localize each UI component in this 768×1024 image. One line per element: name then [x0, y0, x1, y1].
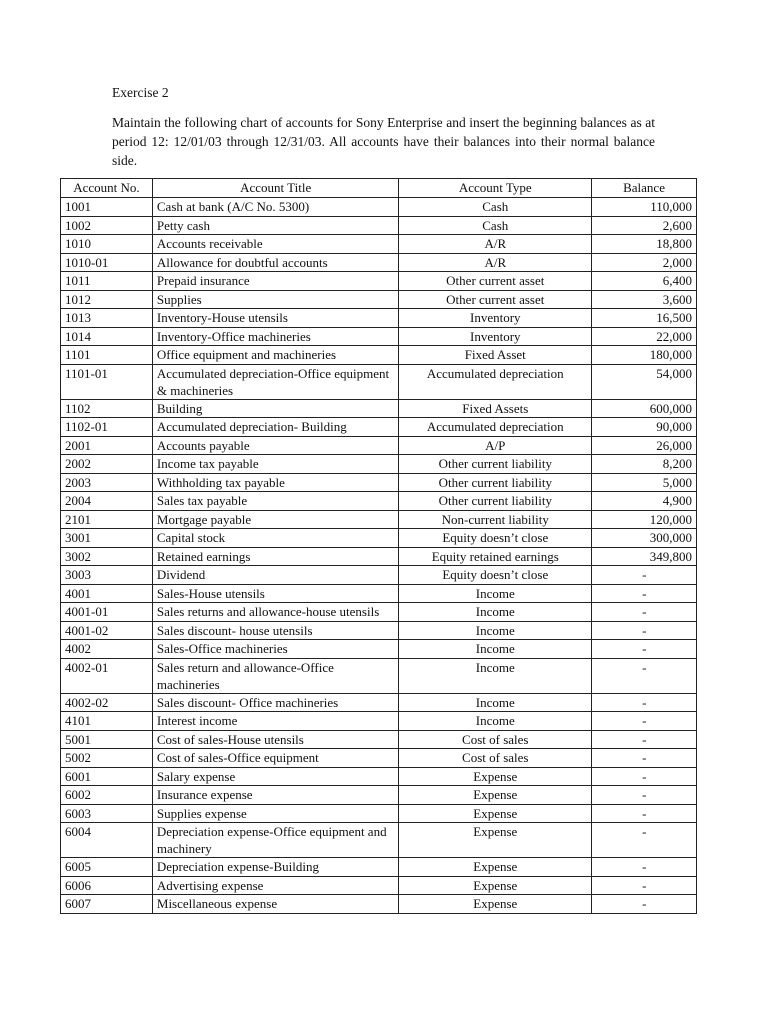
- cell-account-no: 2004: [61, 492, 153, 511]
- cell-account-title: Accounts receivable: [152, 235, 399, 254]
- cell-account-type: A/P: [399, 436, 592, 455]
- chart-of-accounts-table: [60, 178, 697, 914]
- cell-balance: 2,600: [592, 216, 697, 235]
- cell-account-no: 2002: [61, 455, 153, 474]
- cell-account-no: 2101: [61, 510, 153, 529]
- table-header-row: [61, 179, 697, 198]
- cell-account-no: 6007: [61, 895, 153, 914]
- cell-balance: 600,000: [592, 399, 697, 418]
- cell-balance: -: [592, 767, 697, 786]
- cell-account-title: Inventory-House utensils: [152, 309, 399, 328]
- cell-account-no: 1012: [61, 290, 153, 309]
- cell-account-type: Income: [399, 693, 592, 712]
- cell-account-type: Other current liability: [399, 473, 592, 492]
- cell-account-title: Prepaid insurance: [152, 272, 399, 291]
- cell-balance: -: [592, 786, 697, 805]
- cell-account-title: Dividend: [152, 566, 399, 585]
- cell-account-type: Equity retained earnings: [399, 547, 592, 566]
- cell-account-no: 1101: [61, 346, 153, 365]
- cell-account-type: Expense: [399, 823, 592, 858]
- table-row: [61, 621, 697, 640]
- cell-balance: -: [592, 876, 697, 895]
- table-row: [61, 712, 697, 731]
- cell-account-type: Expense: [399, 804, 592, 823]
- cell-balance: -: [592, 823, 697, 858]
- cell-account-type: Expense: [399, 876, 592, 895]
- cell-account-type: Accumulated depreciation: [399, 418, 592, 437]
- cell-account-title: Withholding tax payable: [152, 473, 399, 492]
- cell-balance: 300,000: [592, 529, 697, 548]
- cell-account-no: 6001: [61, 767, 153, 786]
- table-row: [61, 216, 697, 235]
- cell-account-type: Inventory: [399, 327, 592, 346]
- instructions-paragraph: Maintain the following chart of accounts for Sony Enterprise and insert the beginning balances as at period 12: 12/01/03 through 12/31/03. All accounts have their balances into their normal balance side.: [112, 115, 655, 168]
- cell-account-no: 1101-01: [61, 364, 153, 399]
- cell-balance: 6,400: [592, 272, 697, 291]
- cell-account-type: Inventory: [399, 309, 592, 328]
- cell-balance: 90,000: [592, 418, 697, 437]
- table-row: [61, 858, 697, 877]
- cell-balance: 120,000: [592, 510, 697, 529]
- table-row: [61, 804, 697, 823]
- cell-balance: 18,800: [592, 235, 697, 254]
- table-row: [61, 198, 697, 217]
- exercise-title: Exercise 2: [112, 85, 169, 100]
- table-row: [61, 730, 697, 749]
- table-row: [61, 547, 697, 566]
- cell-account-type: Expense: [399, 895, 592, 914]
- cell-account-type: Fixed Assets: [399, 399, 592, 418]
- table-row: [61, 272, 697, 291]
- cell-balance: -: [592, 621, 697, 640]
- cell-balance: -: [592, 804, 697, 823]
- table-row: [61, 566, 697, 585]
- table-row: [61, 510, 697, 529]
- table-row: [61, 658, 697, 693]
- cell-account-title: Sales returns and allowance-house utensils: [152, 603, 399, 622]
- cell-balance: 3,600: [592, 290, 697, 309]
- cell-balance: -: [592, 566, 697, 585]
- cell-account-title: Sales-House utensils: [152, 584, 399, 603]
- cell-account-no: 6002: [61, 786, 153, 805]
- cell-account-type: Cash: [399, 198, 592, 217]
- cell-account-no: 6006: [61, 876, 153, 895]
- table-row: [61, 290, 697, 309]
- cell-account-title: Petty cash: [152, 216, 399, 235]
- cell-account-type: Accumulated depreciation: [399, 364, 592, 399]
- cell-account-no: 1011: [61, 272, 153, 291]
- cell-account-type: Fixed Asset: [399, 346, 592, 365]
- cell-account-title: Insurance expense: [152, 786, 399, 805]
- table-row: [61, 895, 697, 914]
- cell-account-type: Cost of sales: [399, 730, 592, 749]
- cell-account-title: Supplies: [152, 290, 399, 309]
- cell-account-title: Salary expense: [152, 767, 399, 786]
- cell-account-no: 5002: [61, 749, 153, 768]
- cell-balance: -: [592, 658, 697, 693]
- cell-account-title: Building: [152, 399, 399, 418]
- cell-account-type: Income: [399, 658, 592, 693]
- table-row: [61, 584, 697, 603]
- table-row: [61, 823, 697, 858]
- table-row: [61, 309, 697, 328]
- cell-account-no: 1002: [61, 216, 153, 235]
- cell-account-no: 4001-02: [61, 621, 153, 640]
- cell-account-no: 1010: [61, 235, 153, 254]
- cell-balance: -: [592, 895, 697, 914]
- cell-balance: -: [592, 603, 697, 622]
- cell-account-title: Inventory-Office machineries: [152, 327, 399, 346]
- cell-account-title: Sales return and allowance-Office machineries: [152, 658, 399, 693]
- header-account-type: Account Type: [399, 179, 592, 198]
- cell-account-no: 4002: [61, 640, 153, 659]
- cell-account-title: Sales discount- house utensils: [152, 621, 399, 640]
- table-row: [61, 346, 697, 365]
- cell-account-type: Other current asset: [399, 290, 592, 309]
- cell-balance: 16,500: [592, 309, 697, 328]
- cell-account-type: Income: [399, 621, 592, 640]
- cell-account-no: 1001: [61, 198, 153, 217]
- cell-account-no: 6005: [61, 858, 153, 877]
- cell-account-title: Accounts payable: [152, 436, 399, 455]
- cell-account-type: Non-current liability: [399, 510, 592, 529]
- cell-balance: 54,000: [592, 364, 697, 399]
- cell-balance: 180,000: [592, 346, 697, 365]
- table-row: [61, 767, 697, 786]
- table-row: [61, 693, 697, 712]
- cell-account-type: Expense: [399, 767, 592, 786]
- table-row: [61, 640, 697, 659]
- cell-account-no: 3002: [61, 547, 153, 566]
- table-row: [61, 436, 697, 455]
- cell-account-type: Equity doesn’t close: [399, 529, 592, 548]
- cell-balance: -: [592, 858, 697, 877]
- cell-balance: 8,200: [592, 455, 697, 474]
- header-account-title: Account Title: [152, 179, 399, 198]
- table-row: [61, 327, 697, 346]
- cell-account-type: Expense: [399, 858, 592, 877]
- cell-account-type: Other current liability: [399, 492, 592, 511]
- cell-account-no: 4002-02: [61, 693, 153, 712]
- cell-account-title: Income tax payable: [152, 455, 399, 474]
- cell-balance: -: [592, 693, 697, 712]
- table-row: [61, 786, 697, 805]
- table-row: [61, 529, 697, 548]
- cell-account-no: 4001-01: [61, 603, 153, 622]
- cell-account-title: Retained earnings: [152, 547, 399, 566]
- cell-balance: -: [592, 730, 697, 749]
- cell-balance: -: [592, 712, 697, 731]
- cell-account-type: Cost of sales: [399, 749, 592, 768]
- cell-account-title: Depreciation expense-Building: [152, 858, 399, 877]
- cell-account-title: Cost of sales-Office equipment: [152, 749, 399, 768]
- cell-account-no: 1013: [61, 309, 153, 328]
- cell-account-type: Income: [399, 584, 592, 603]
- cell-account-title: Sales discount- Office machineries: [152, 693, 399, 712]
- cell-account-type: Income: [399, 603, 592, 622]
- cell-account-title: Allowance for doubtful accounts: [152, 253, 399, 272]
- cell-account-title: Accumulated depreciation- Building: [152, 418, 399, 437]
- cell-balance: 5,000: [592, 473, 697, 492]
- cell-account-title: Sales tax payable: [152, 492, 399, 511]
- cell-account-no: 6004: [61, 823, 153, 858]
- cell-account-type: Other current asset: [399, 272, 592, 291]
- cell-account-title: Cost of sales-House utensils: [152, 730, 399, 749]
- table-row: [61, 418, 697, 437]
- cell-account-no: 1014: [61, 327, 153, 346]
- cell-account-title: Advertising expense: [152, 876, 399, 895]
- cell-account-type: A/R: [399, 235, 592, 254]
- cell-balance: -: [592, 749, 697, 768]
- cell-account-no: 3003: [61, 566, 153, 585]
- cell-account-no: 1010-01: [61, 253, 153, 272]
- table-row: [61, 749, 697, 768]
- cell-balance: -: [592, 584, 697, 603]
- table-row: [61, 603, 697, 622]
- cell-account-title: Sales-Office machineries: [152, 640, 399, 659]
- cell-account-type: Income: [399, 712, 592, 731]
- cell-account-no: 4001: [61, 584, 153, 603]
- table-row: [61, 235, 697, 254]
- cell-balance: 349,800: [592, 547, 697, 566]
- table-row: [61, 473, 697, 492]
- cell-account-no: 5001: [61, 730, 153, 749]
- cell-account-no: 1102: [61, 399, 153, 418]
- cell-account-type: Income: [399, 640, 592, 659]
- table-row: [61, 399, 697, 418]
- cell-balance: -: [592, 640, 697, 659]
- cell-account-title: Miscellaneous expense: [152, 895, 399, 914]
- cell-account-title: Accumulated depreciation-Office equipment & machineries: [152, 364, 399, 399]
- cell-account-no: 1102-01: [61, 418, 153, 437]
- cell-account-title: Office equipment and machineries: [152, 346, 399, 365]
- cell-account-title: Mortgage payable: [152, 510, 399, 529]
- cell-account-type: Equity doesn’t close: [399, 566, 592, 585]
- cell-account-title: Supplies expense: [152, 804, 399, 823]
- cell-account-type: Cash: [399, 216, 592, 235]
- cell-balance: 22,000: [592, 327, 697, 346]
- table-row: [61, 492, 697, 511]
- table-row: [61, 253, 697, 272]
- cell-account-no: 2003: [61, 473, 153, 492]
- cell-account-type: Expense: [399, 786, 592, 805]
- cell-account-type: Other current liability: [399, 455, 592, 474]
- table-row: [61, 364, 697, 399]
- header-account-no: Account No.: [61, 179, 153, 198]
- cell-balance: 110,000: [592, 198, 697, 217]
- cell-account-no: 4101: [61, 712, 153, 731]
- cell-account-title: Capital stock: [152, 529, 399, 548]
- cell-account-type: A/R: [399, 253, 592, 272]
- cell-account-no: 3001: [61, 529, 153, 548]
- cell-account-no: 6003: [61, 804, 153, 823]
- header-balance: Balance: [592, 179, 697, 198]
- table-row: [61, 455, 697, 474]
- cell-account-title: Interest income: [152, 712, 399, 731]
- table-body: [61, 198, 697, 914]
- cell-balance: 4,900: [592, 492, 697, 511]
- cell-account-title: Depreciation expense-Office equipment and machinery: [152, 823, 399, 858]
- cell-account-title: Cash at bank (A/C No. 5300): [152, 198, 399, 217]
- cell-account-no: 2001: [61, 436, 153, 455]
- cell-balance: 26,000: [592, 436, 697, 455]
- cell-balance: 2,000: [592, 253, 697, 272]
- cell-account-no: 4002-01: [61, 658, 153, 693]
- table-row: [61, 876, 697, 895]
